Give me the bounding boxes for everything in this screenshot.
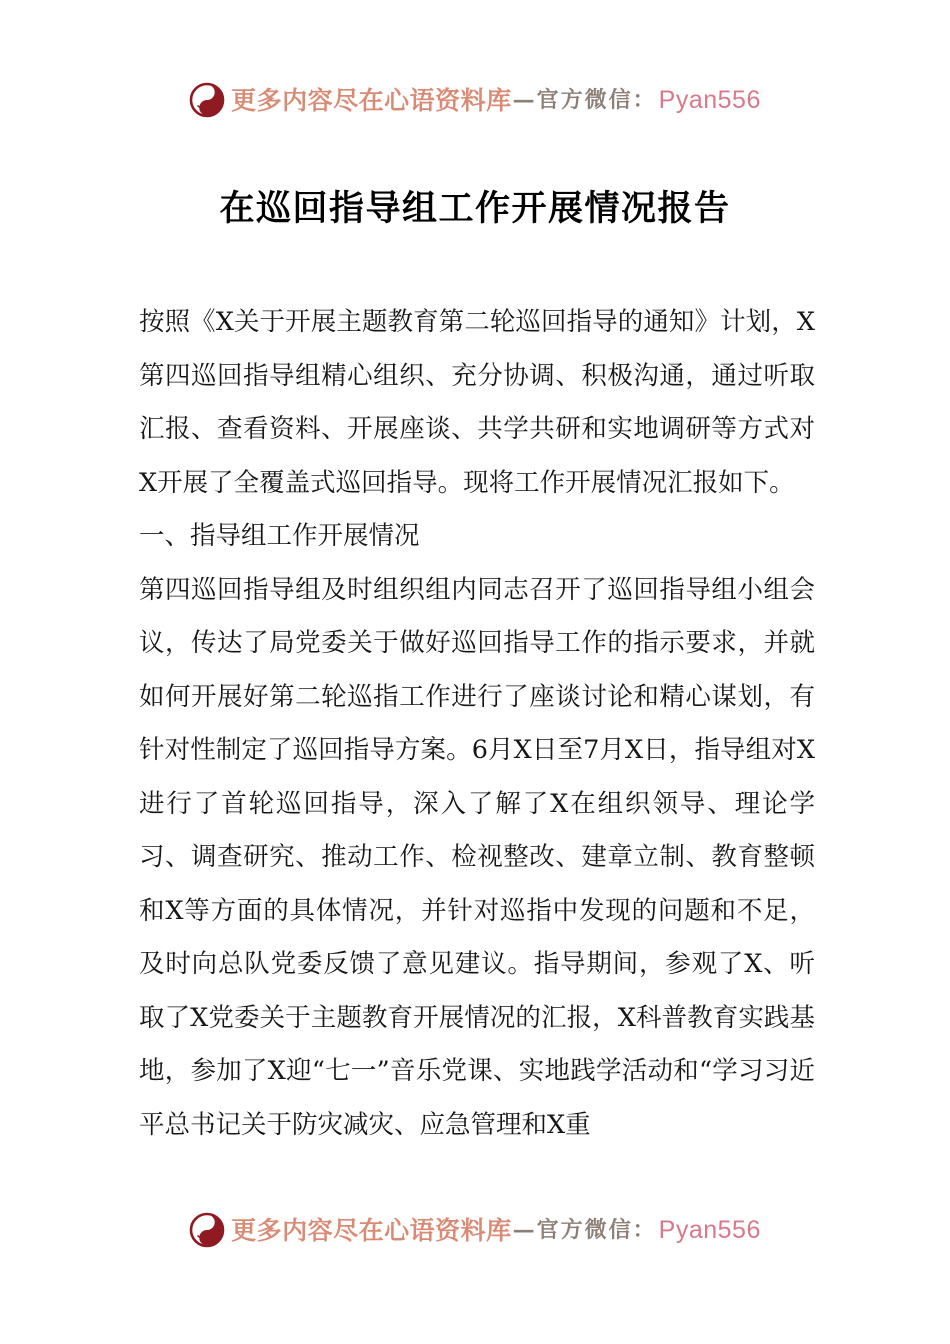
page-title: 在巡回指导组工作开展情况报告	[219, 188, 731, 230]
document-body	[139, 296, 815, 1152]
watermark-main-text: 更多内容尽在心语资料库	[231, 1215, 512, 1245]
body-paragraph: 第四巡回指导组及时组织组内同志召开了巡回指导组小组会议，传达了局党委关于做好巡回指导工作的指示要求，并就如何开展好第二轮巡指工作进行了座谈讨论和精心谋划，有针对性制定了巡回指导方案。6月X日至7月X日，指导组对X进行了首轮巡回指导，深入了解了X在组织领导、理论学习、调查研究、推动工作、检视整改、建章立制、教育整顿和X等方面的具体情况，并针对巡指中发现的问题和不足，及时向总队党委反馈了意见建议。指导期间，参观了X、听取了X党委关于主题教育开展情况的汇报，X科普教育实践基地，参加了X迎“七一”音乐党课、实地践学活动和“学习习近平总书记关于防灾减灾、应急管理和X重	[139, 574, 815, 1140]
yin-yang-brush-emblem-icon	[189, 1212, 225, 1248]
yin-yang-brush-emblem-icon	[189, 82, 225, 118]
body-paragraph: 按照《X关于开展主题教育第二轮巡回指导的通知》计划，X第四巡回指导组精心组织、充分协调、积极沟通，通过听取汇报、查看资料、开展座谈、共学共研和实地调研等方式对X开展了全覆盖式巡回指导。现将工作开展情况汇报如下。	[139, 307, 815, 498]
watermark-wechat-id: Pyan556	[658, 1215, 761, 1244]
watermark-wechat-id: Pyan556	[658, 85, 761, 114]
watermark-top	[0, 82, 950, 118]
watermark-bottom	[0, 1212, 950, 1248]
section-heading: 一、指导组工作开展情况	[139, 521, 420, 551]
watermark-separator-text: —官方微信：	[512, 87, 657, 113]
watermark-separator-text: —官方微信：	[512, 1217, 657, 1243]
watermark-main-text: 更多内容尽在心语资料库	[231, 85, 512, 115]
